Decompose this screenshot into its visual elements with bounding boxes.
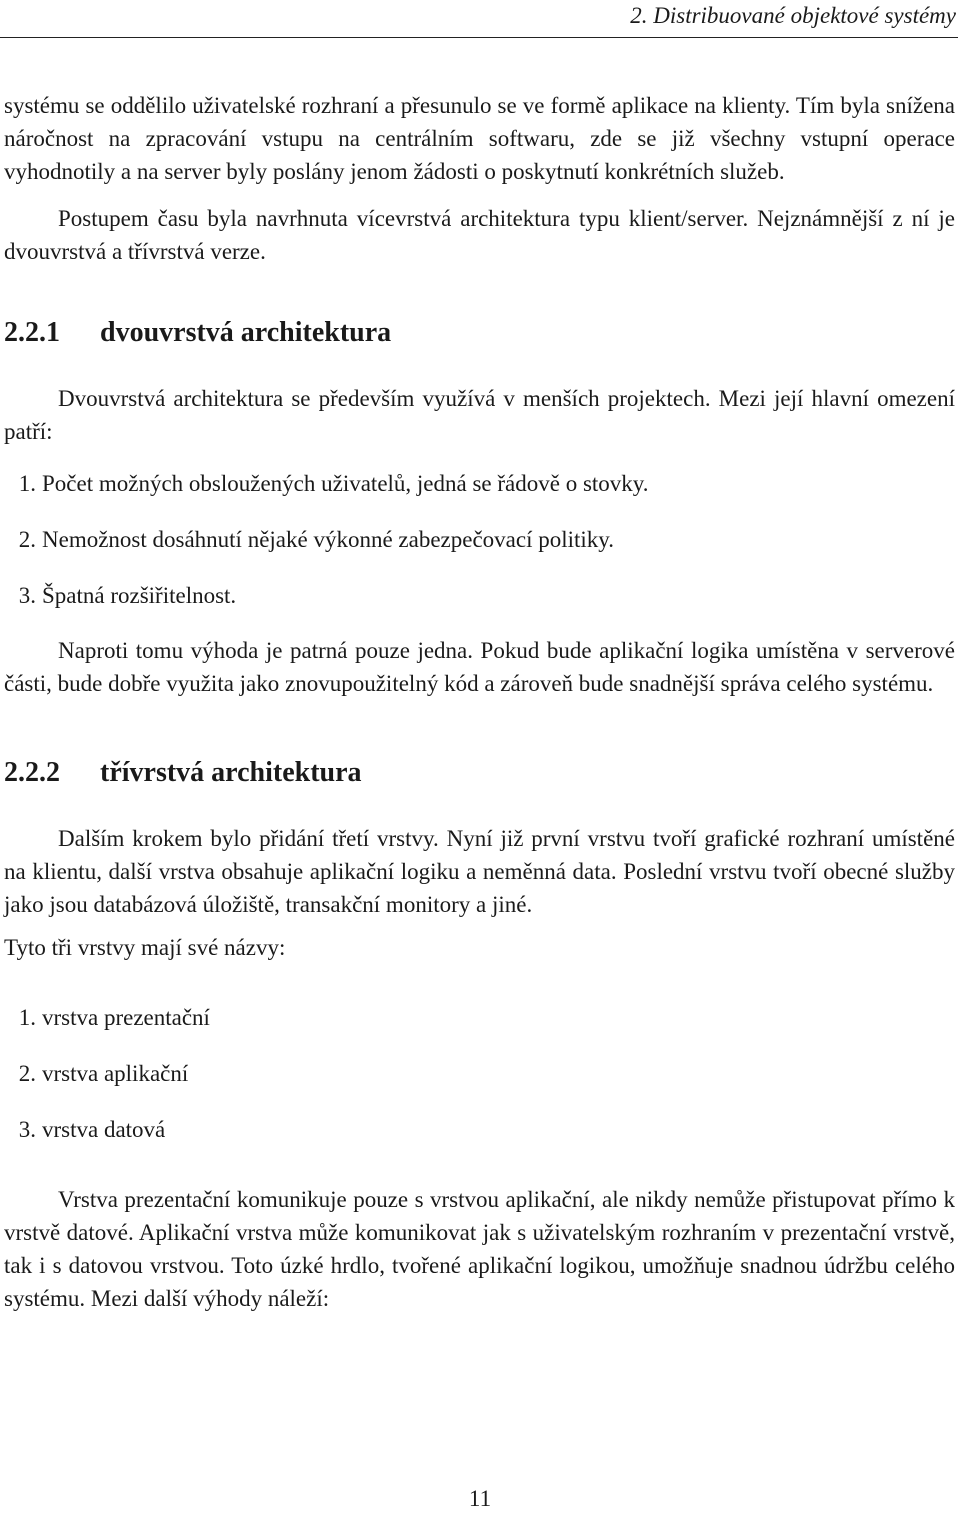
layers-list [4,1001,955,1146]
section1-outro: Naproti tomu výhoda je patrná pouze jedna. Pokud bude aplikační logika umístěna v serverové části, bude dobře využita jako znovupoužitelný kód a zároveň bude snadnější správa celého systému. [4,638,955,696]
list-item [4,579,955,612]
section-title: dvouvrstvá architektura [100,317,392,348]
list-item-text: vrstva datová [42,1117,166,1142]
list-item-text: Nemožnost dosáhnutí nějaké výkonné zabezpečovací politiky. [42,527,615,552]
limitations-list [4,467,955,612]
header-rule [0,37,958,38]
running-header: 2. Distribuované objektové systémy [630,3,956,28]
section1-intro: Dvouvrstvá architektura se především využívá v menších projektech. Mezi její hlavní omezení patří: [4,386,955,444]
list-marker: 3. [18,1117,36,1142]
section-heading-2-2-2 [4,756,955,790]
list-marker: 1. [18,1005,36,1030]
section-number: 2.2.2 [4,757,60,788]
section-title: třívrstvá architektura [100,757,362,788]
page-content [4,89,955,1315]
list-marker: 2. [18,527,36,552]
list-item-text: vrstva prezentační [42,1005,210,1030]
list-item [4,523,955,556]
list-item-text: vrstva aplikační [42,1061,189,1086]
paragraph-continuation: systému se oddělilo uživatelské rozhraní a přesunulo se ve formě aplikace na klienty. Tím byla snížena náročnost na zpracování vstupu na centrálním softwaru, zde se již všechny vstupní operace vyhodnotily a na server byly poslány jenom žádosti o poskytnutí konkrétních služeb. [4,93,955,184]
list-item-text: Špatná rozšiřitelnost. [42,583,237,608]
section2-intro: Dalším krokem bylo přidání třetí vrstvy. Nyní již první vrstvu tvoří grafické rozhraní umístěné na klientu, další vrstva obsahuje aplikační logiku a neměnná data. Poslední vrstvu tvoří obecné služby jako jsou databázová úložiště, transakční monitory a jiné. [4,826,955,917]
list-marker: 2. [18,1061,36,1086]
list-marker: 3. [18,583,36,608]
list-item [4,1001,955,1034]
list-item [4,1113,955,1146]
section-heading-2-2-1 [4,316,955,350]
page-number: 11 [468,1486,492,1511]
list-item-text: Počet možných obsloužených uživatelů, jedná se řádově o stovky. [42,471,649,496]
section-number: 2.2.1 [4,317,60,348]
paragraph-multitier: Postupem času byla navrhnuta vícevrstvá architektura typu klient/server. Nejznámnější z ní je dvouvrstvá a třívrstvá verze. [4,206,955,264]
list-marker: 1. [18,471,36,496]
list-item [4,1057,955,1090]
section2-outro: Vrstva prezentační komunikuje pouze s vrstvou aplikační, ale nikdy nemůže přistupovat přímo k vrstvě datové. Aplikační vrstva může komunikovat jak s uživatelským rozhraním v prezentační vrstvě, tak i s datovou vrstvou. Toto úzké hrdlo, tvořené aplikační logikou, umožňuje snadnou údržbu celého systému. Mezi další výhody náleží: [4,1187,955,1311]
list-item [4,467,955,500]
layers-names-intro: Tyto tři vrstvy mají své názvy: [4,935,286,960]
